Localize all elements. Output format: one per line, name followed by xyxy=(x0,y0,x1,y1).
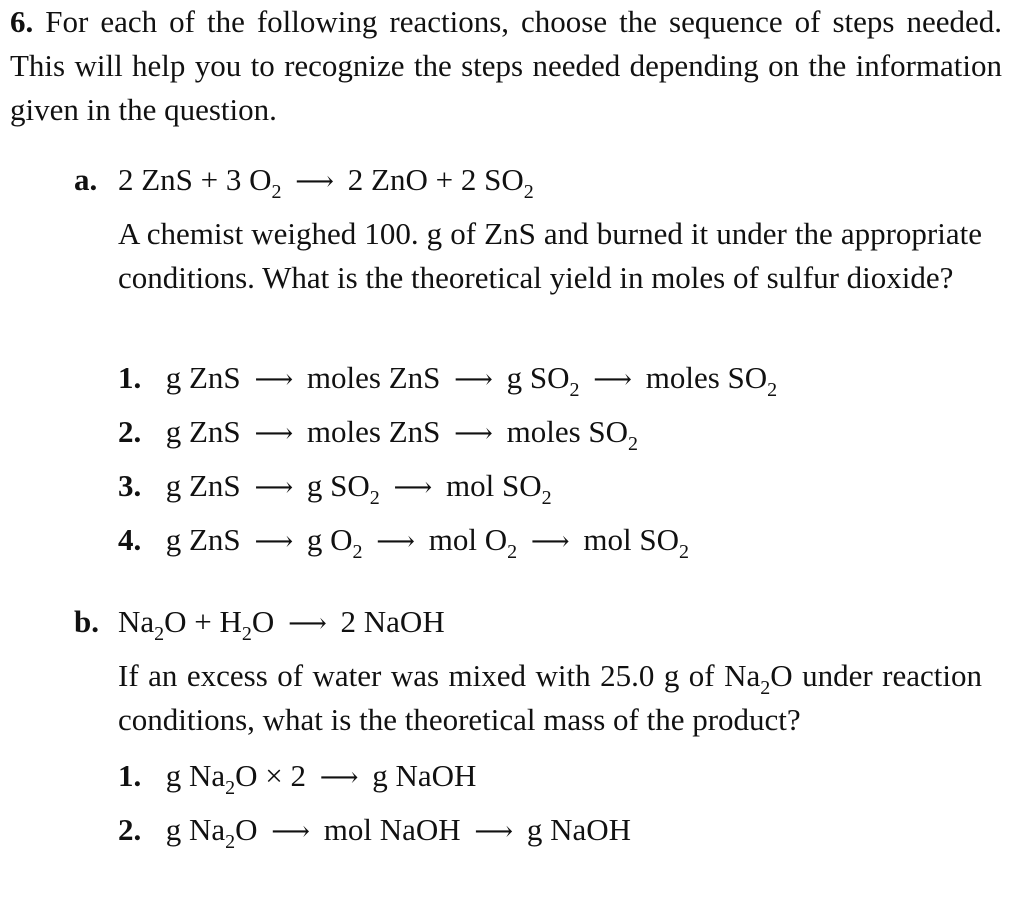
subscript: 2 xyxy=(760,677,771,699)
reaction-arrow-icon: ⟶ xyxy=(454,364,493,395)
subscript: 2 xyxy=(241,623,252,645)
option-number: 1. xyxy=(118,360,142,395)
subscript: 2 xyxy=(767,379,778,401)
part-a-option-2 xyxy=(118,412,638,454)
subscript: 2 xyxy=(569,379,580,401)
part-a-option-4 xyxy=(118,520,689,562)
subscript: 2 xyxy=(352,541,363,563)
part-b-question xyxy=(118,654,982,742)
part-a-equation: 2 ZnS + 3 $O_2$ ⟶ 2 ZnO + 2 $SO_2$ xyxy=(118,162,534,203)
reaction-arrow-icon: ⟶ xyxy=(376,526,416,557)
option-number: 2. xyxy=(118,414,142,449)
subscript: 2 xyxy=(271,181,282,203)
subscript: 2 xyxy=(225,831,236,853)
subscript: 2 xyxy=(225,777,236,799)
option-text: g ZnS ⟶ moles ZnS ⟶ g $SO_2$ ⟶ moles $SO_2$ xyxy=(165,360,778,401)
part-b-option-1 xyxy=(118,756,476,798)
reaction-arrow-icon: ⟶ xyxy=(319,762,359,793)
option-text: g $Na_2O$ ⟶ mol NaOH ⟶ g NaOH xyxy=(165,812,632,853)
part-b-question-text: If an excess of water was mixed with 25.0 g of $Na_2O$ under reaction conditions, what is the theoretical mass of the product? xyxy=(118,658,982,737)
option-text: g ZnS ⟶ g $O_2$ ⟶ mol $O_2$ ⟶ mol $SO_2$ xyxy=(165,522,689,563)
reaction-arrow-icon: ⟶ xyxy=(254,364,294,395)
reaction-arrow-icon: ⟶ xyxy=(254,526,294,557)
subscript: 2 xyxy=(523,181,534,203)
reaction-arrow-icon: ⟶ xyxy=(454,418,493,449)
part-b-equation: $Na_2O + H_2O$ ⟶ 2 NaOH xyxy=(118,604,445,645)
question-intro xyxy=(10,0,1002,132)
subscript: 2 xyxy=(678,541,689,563)
question-intro-text: For each of the following reactions, choose the sequence of steps needed. This will help you to recognize the steps needed depending on the information given in the question. xyxy=(10,4,1002,127)
subscript: 2 xyxy=(541,487,552,509)
reaction-arrow-icon: ⟶ xyxy=(530,526,570,557)
option-text: g $Na_2O \times 2$ ⟶ g NaOH xyxy=(165,758,477,799)
part-a-option-1 xyxy=(118,358,777,400)
option-text: g ZnS ⟶ g $SO_2$ ⟶ mol $SO_2$ xyxy=(165,468,552,509)
option-number: 4. xyxy=(118,522,142,557)
option-number: 1. xyxy=(118,758,142,793)
part-b-option-2 xyxy=(118,810,631,852)
reaction-arrow-icon: ⟶ xyxy=(254,472,294,503)
reaction-arrow-icon: ⟶ xyxy=(474,816,514,847)
reaction-arrow-icon: ⟶ xyxy=(254,418,294,449)
part-a-option-3 xyxy=(118,466,552,508)
option-number: 2. xyxy=(118,812,142,847)
subscript: 2 xyxy=(369,487,380,509)
part-b-label: b. xyxy=(74,604,99,639)
reaction-arrow-icon: ⟶ xyxy=(295,166,335,197)
question-number: 6. xyxy=(10,4,34,39)
subscript: 2 xyxy=(154,623,165,645)
part-a-label: a. xyxy=(74,162,98,197)
reaction-arrow-icon: ⟶ xyxy=(593,364,632,395)
subscript: 2 xyxy=(628,433,639,455)
option-text: g ZnS ⟶ moles ZnS ⟶ moles $SO_2$ xyxy=(165,414,639,455)
reaction-arrow-icon: ⟶ xyxy=(393,472,433,503)
option-number: 3. xyxy=(118,468,142,503)
reaction-arrow-icon: ⟶ xyxy=(288,608,327,639)
reaction-arrow-icon: ⟶ xyxy=(271,816,311,847)
part-a-question: A chemist weighed 100. g of ZnS and burned it under the appropriate conditions. What is the theoretical yield in moles of sulfur dioxide? xyxy=(118,216,982,295)
subscript: 2 xyxy=(507,541,518,563)
